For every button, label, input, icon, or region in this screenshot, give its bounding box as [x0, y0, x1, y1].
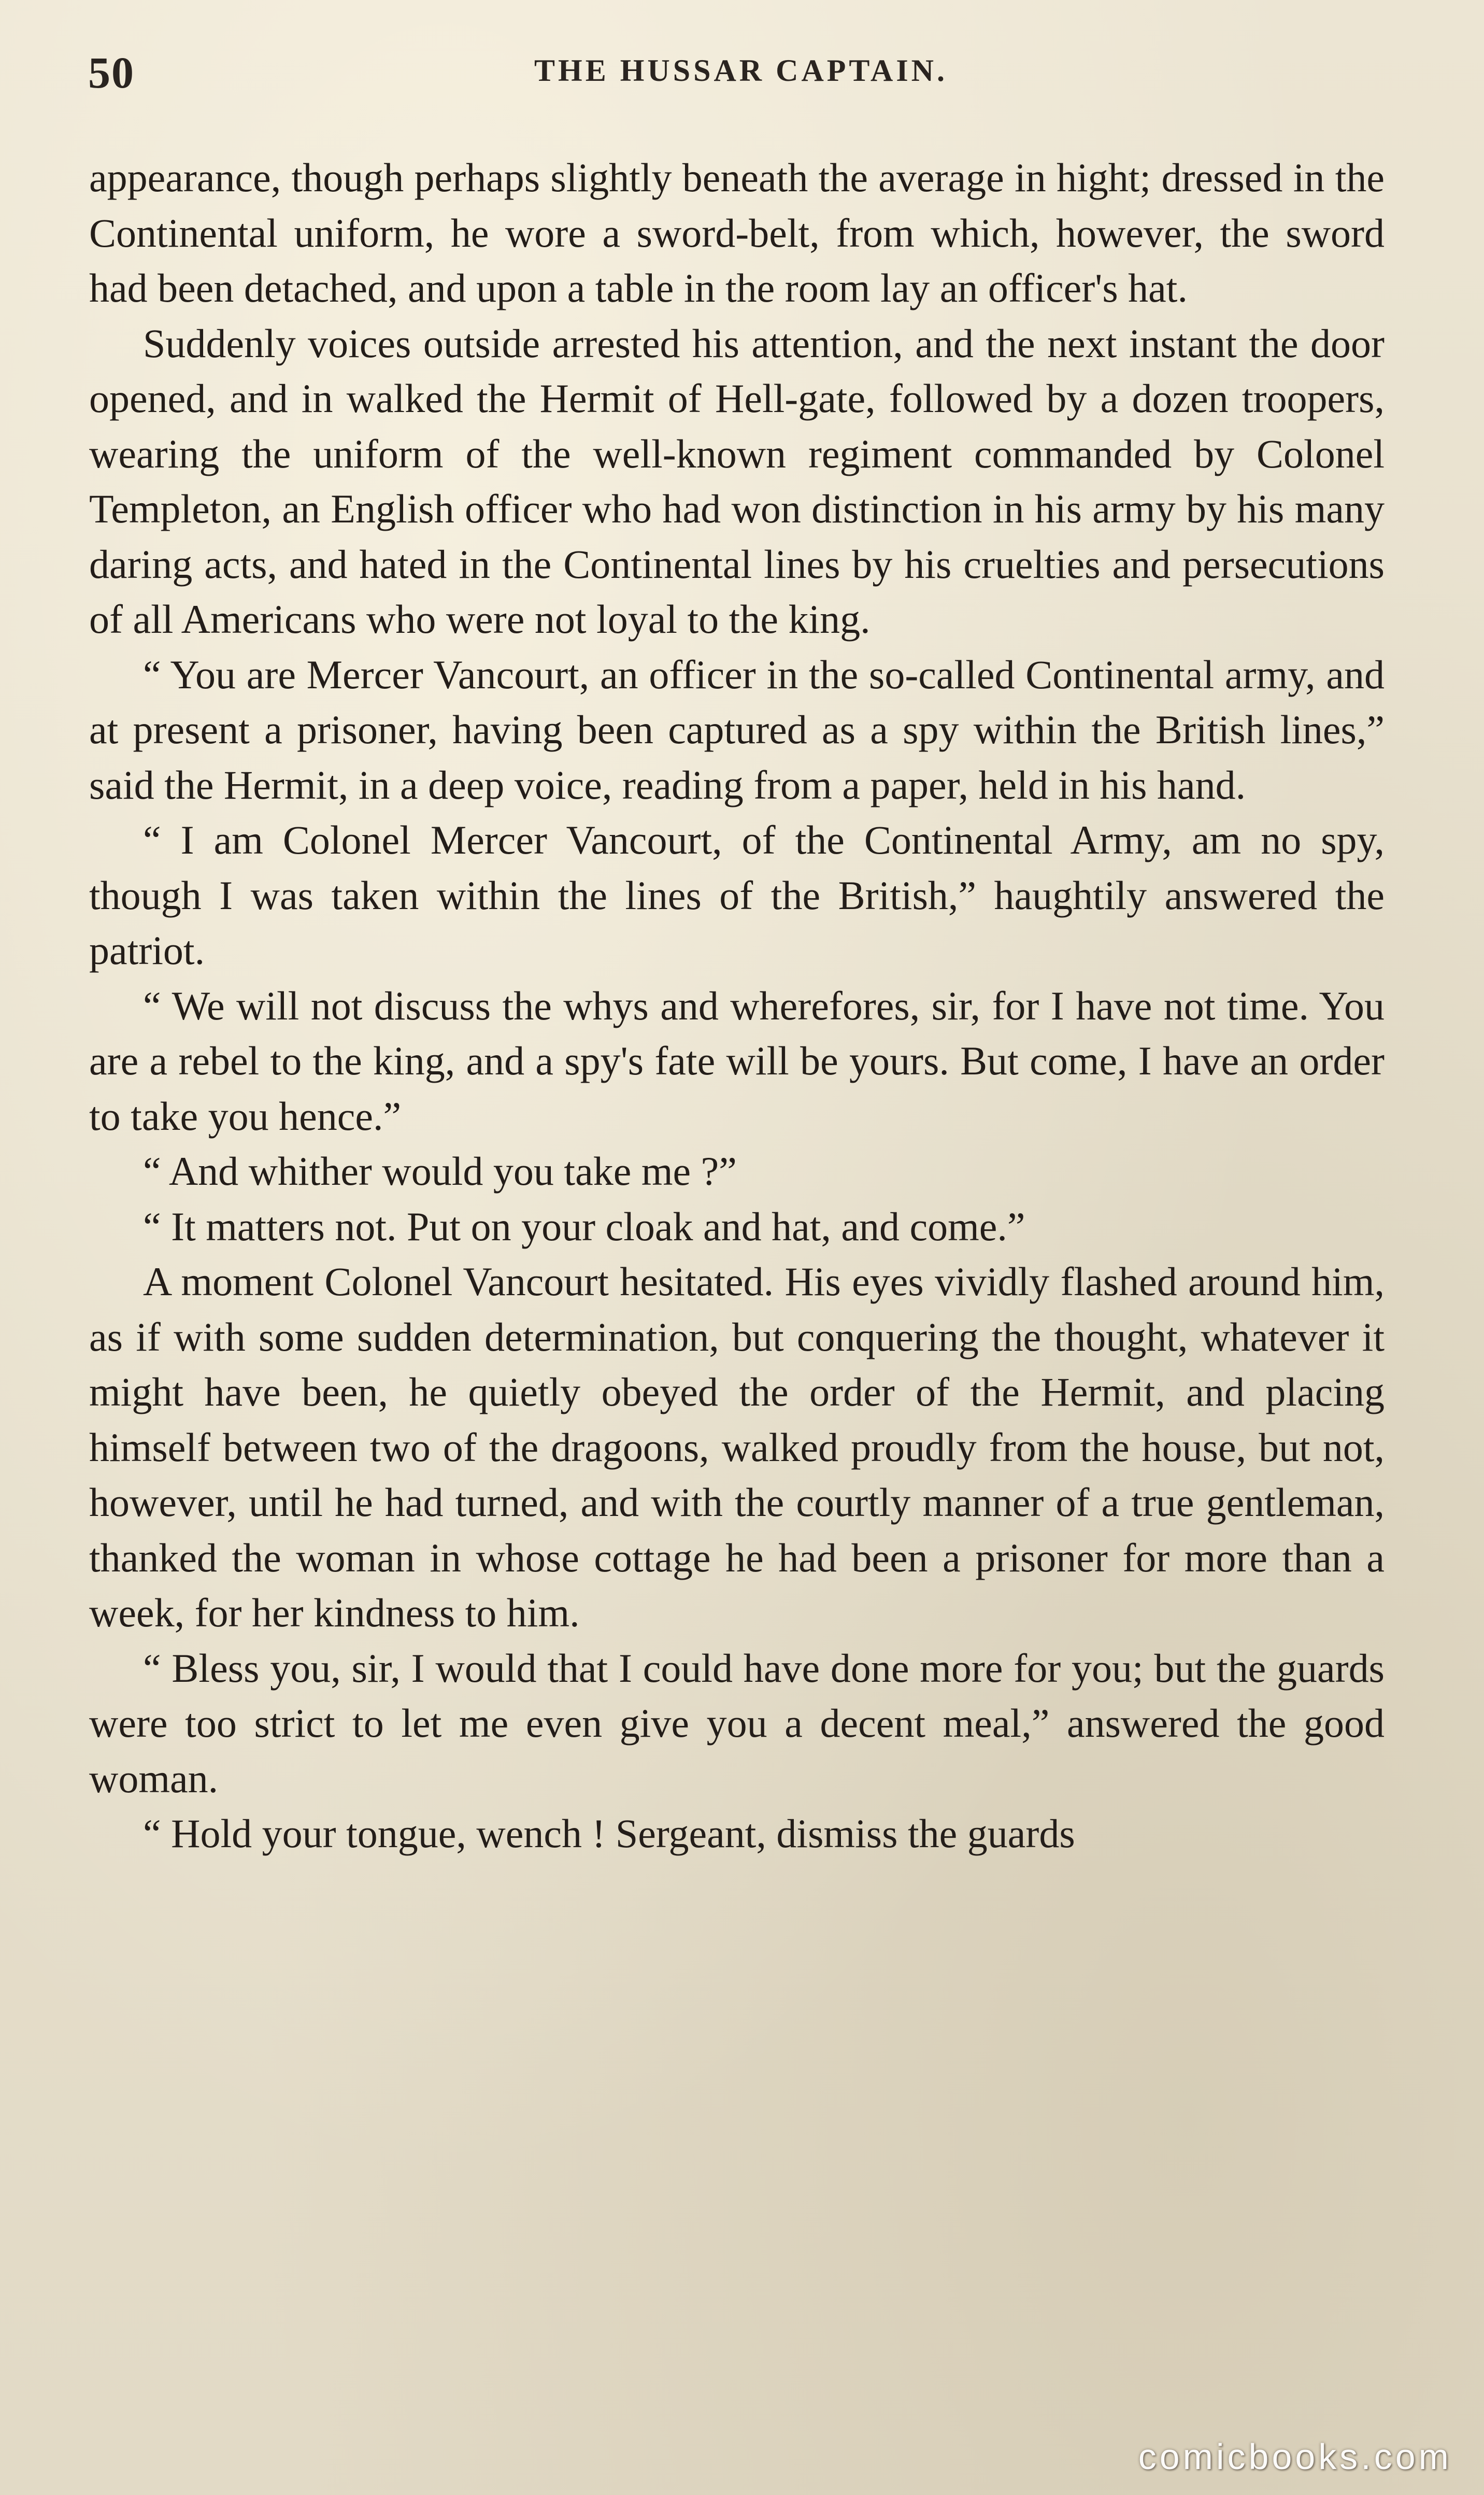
paragraph: A moment Colonel Vancourt hesitated. His eyes vividly flashed around him, as if with some sudden determination, but conquering the thought, whatever it might have been, he quietly obeyed the order of the Hermit, and placing himself between two of the dragoons, walked proudly from the house, but not, however, until he had turned, and with the courtly manner of a true gentleman, thanked the woman in whose cottage he had been a prisoner for more than a week, for her kindness to him. — [89, 1259, 1385, 1635]
paragraph: “ And whither would you take me ?” — [143, 1149, 737, 1194]
watermark: comicbooks.com — [1138, 2436, 1452, 2477]
paragraph: “ I am Colonel Mercer Vancourt, of the Continental Army, am no spy, though I was taken within the lines of the British,” haughtily answered the patriot. — [89, 817, 1385, 973]
paragraph: “ Bless you, sir, I would that I could have done more for you; but the guards were too strict to let me even give you a decent meal,” answered the good woman. — [89, 1645, 1385, 1801]
page-number: 50 — [88, 48, 135, 97]
body-text — [89, 150, 1385, 1862]
paragraph: “ You are Mercer Vancourt, an officer in the so-called Continental army, and at present a prisoner, having been captured as a spy within the British lines,” said the Hermit, in a deep voice, reading from a paper, held in his hand. — [89, 651, 1385, 807]
paragraph: “ We will not discuss the whys and wherefores, sir, for I have not time. You are a rebel to the king, and a spy's fate will be yours. But come, I have an order to take you hence.” — [89, 983, 1385, 1139]
paragraph: “ Hold your tongue, wench ! Sergeant, dismiss the guards — [143, 1811, 1075, 1856]
page-header — [88, 41, 1394, 104]
paragraph: “ It matters not. Put on your cloak and hat, and come.” — [143, 1203, 1025, 1249]
paragraph: appearance, though perhaps slightly beneath the average in hight; dressed in the Continental uniform, he wore a sword-belt, from which, however, the sword had been detached, and upon a table in the room lay an officer's hat. — [89, 155, 1385, 310]
running-title: THE HUSSAR CAPTAIN. — [534, 53, 948, 88]
paragraph: Suddenly voices outside arrested his attention, and the next instant the door opened, and in walked the Hermit of Hell-gate, followed by a dozen troopers, wearing the uniform of the well-known regiment commanded by Colonel Templeton, an English officer who had won distinction in his army by his many daring acts, and hated in the Continental lines by his cruelties and persecutions of all Americans who were not loyal to the king. — [89, 320, 1385, 642]
